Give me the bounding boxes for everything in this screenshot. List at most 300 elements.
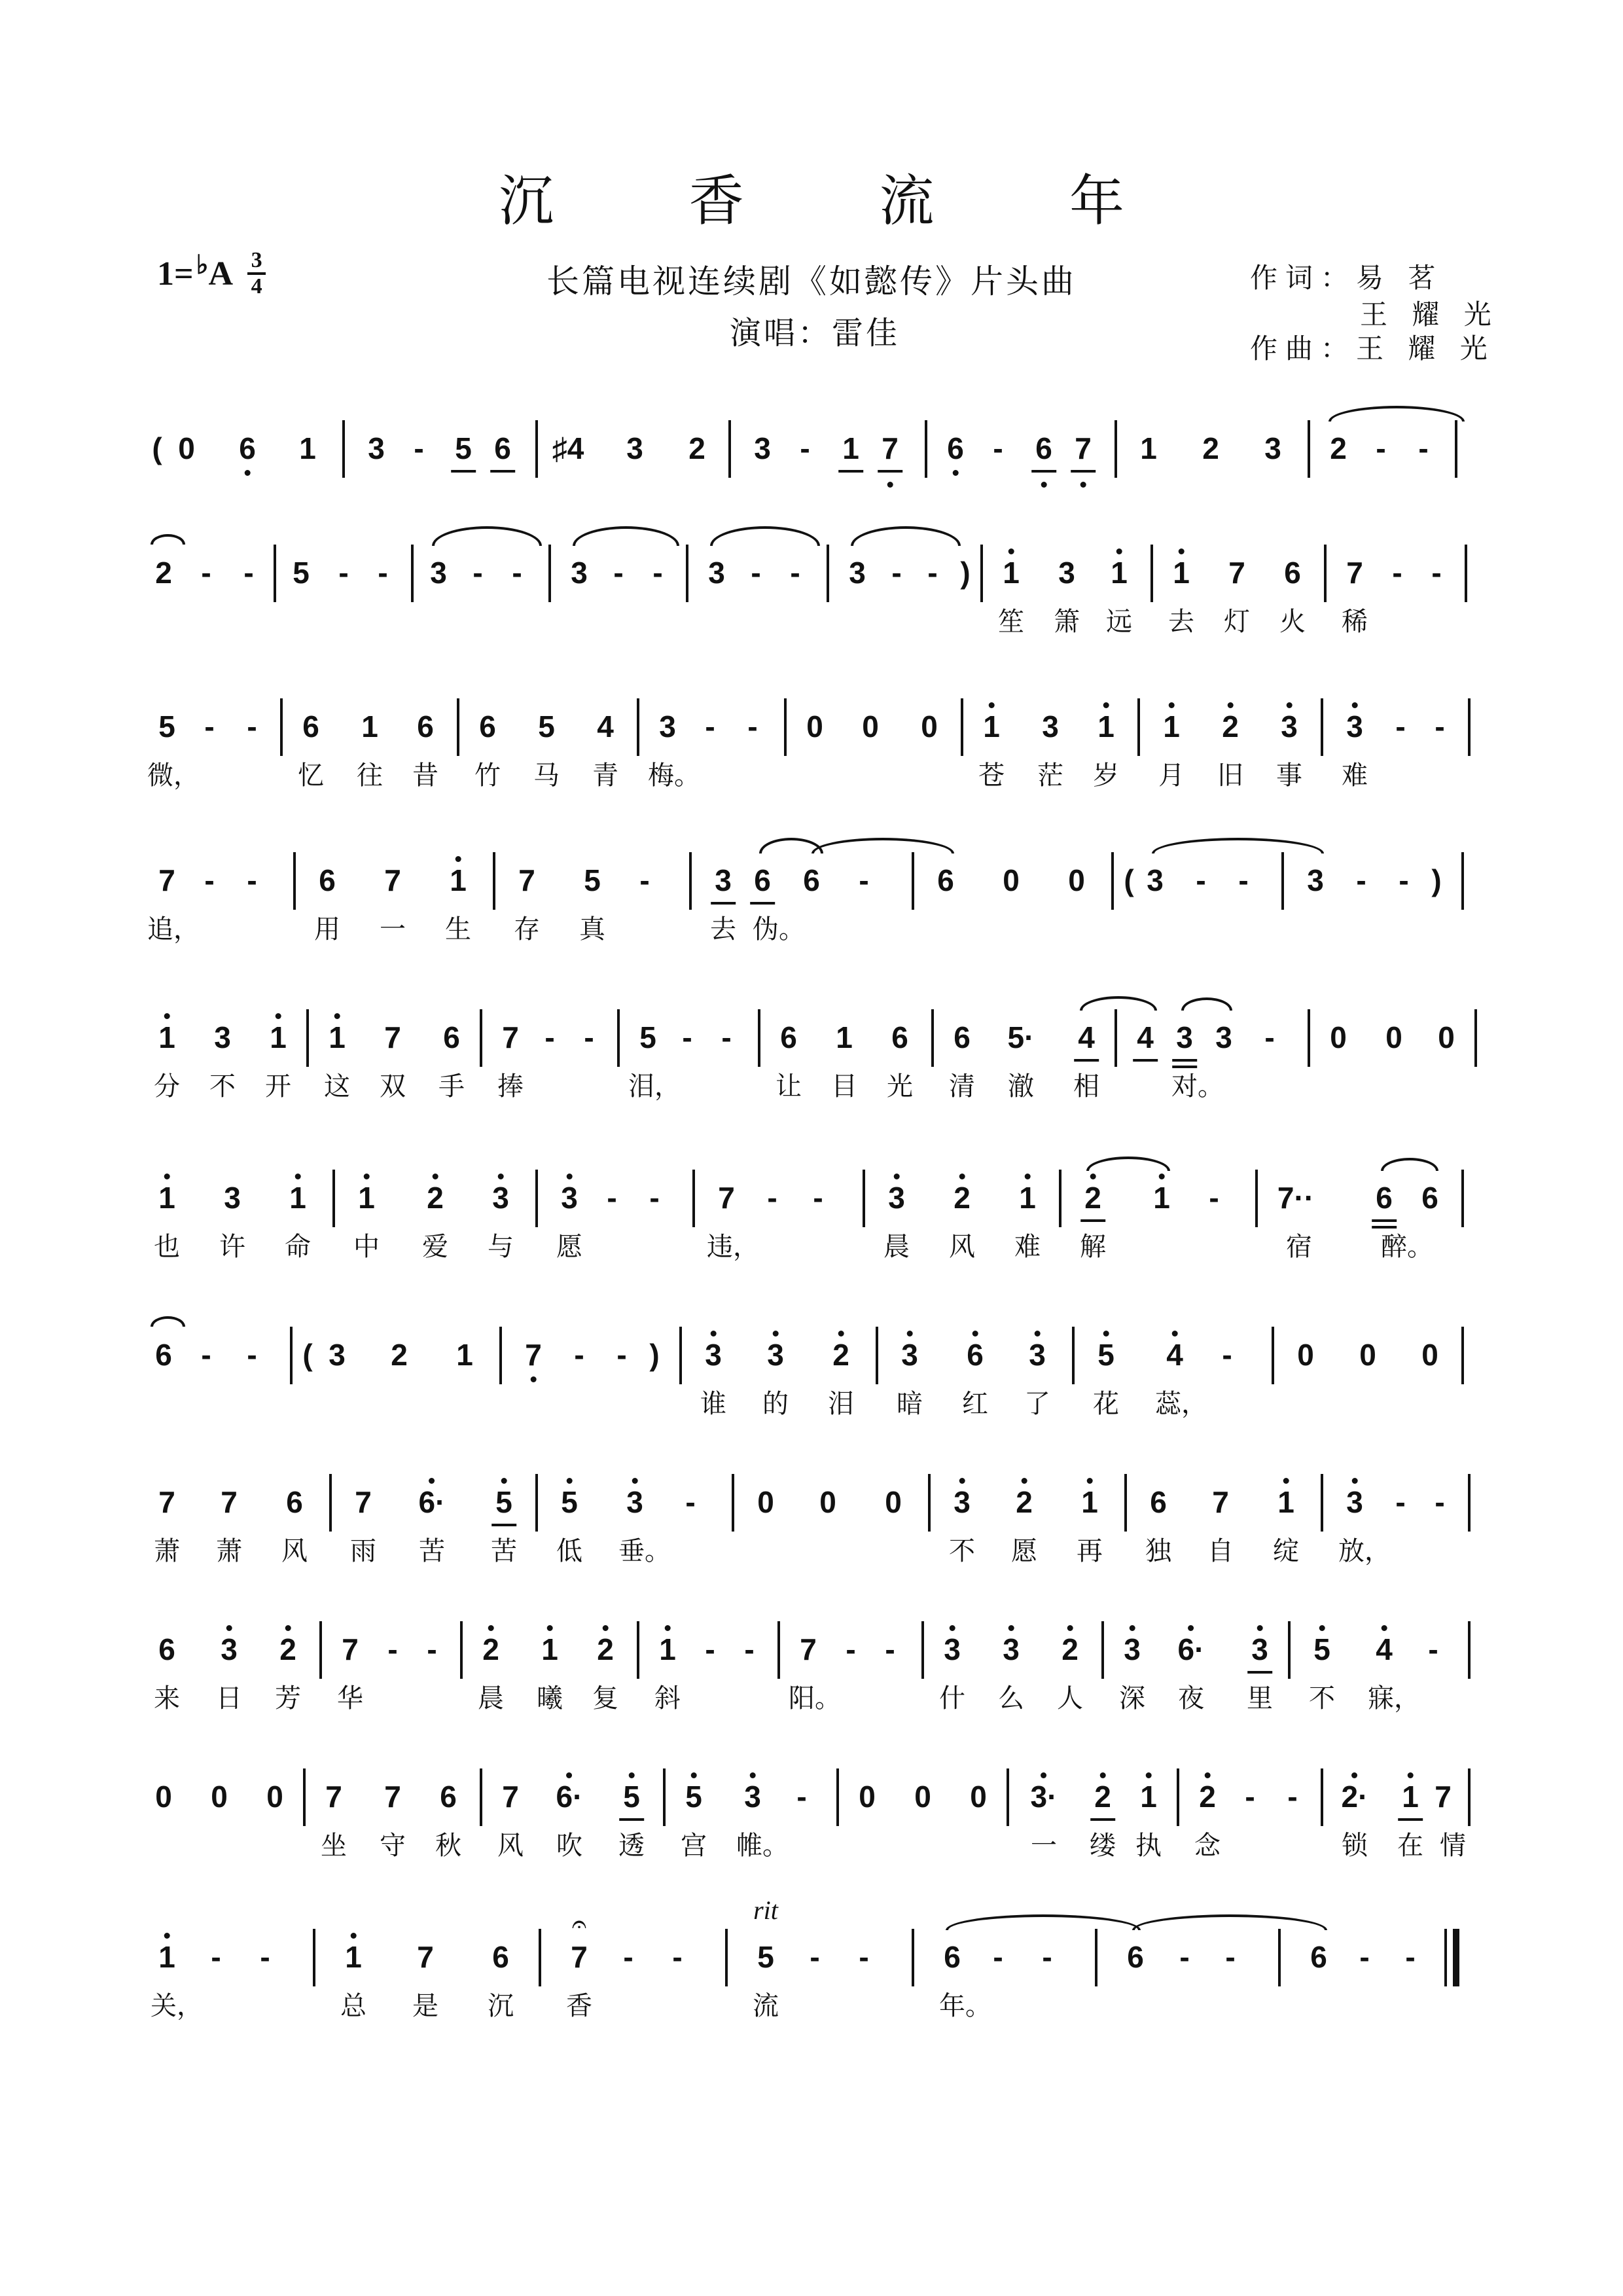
note-text: 0 xyxy=(806,709,823,744)
lyric-char: 月 xyxy=(1158,761,1185,791)
octave-down-dot xyxy=(531,1376,537,1382)
octave-up-dot xyxy=(959,1174,965,1179)
note xyxy=(659,1633,676,1666)
dash xyxy=(387,1633,397,1666)
note xyxy=(1202,432,1219,465)
barline xyxy=(1072,1327,1075,1384)
note xyxy=(1140,432,1157,465)
fermata-icon: 𝄐 xyxy=(571,1909,587,1939)
dash xyxy=(584,1021,594,1054)
barline xyxy=(329,1474,332,1532)
note-text: ♯4 xyxy=(552,431,584,465)
octave-up-dot xyxy=(364,1174,370,1179)
lyric-char: 风 xyxy=(949,1232,975,1262)
note-text: 1 xyxy=(1081,1485,1098,1519)
note-text: 0 xyxy=(914,1780,931,1814)
note-text: - xyxy=(427,1632,437,1666)
note-text: 1 xyxy=(1140,1780,1157,1814)
note-text: 5 xyxy=(293,556,310,590)
note xyxy=(967,1338,984,1371)
note xyxy=(502,1780,519,1813)
note xyxy=(849,556,866,589)
note-text: - xyxy=(1399,863,1409,897)
note xyxy=(419,1486,446,1518)
lyric-char: 了 xyxy=(1024,1389,1050,1419)
tie-slur xyxy=(1381,1158,1438,1171)
barline xyxy=(1007,1768,1009,1826)
note-text: - xyxy=(512,556,522,590)
note-text: 6 xyxy=(754,863,771,897)
lyric-char: 真 xyxy=(579,914,605,944)
note xyxy=(1097,710,1115,743)
note-text: 0 xyxy=(1068,863,1085,897)
note-text: 2 xyxy=(1202,431,1219,465)
octave-down-dot xyxy=(245,470,251,476)
note-text: 2 xyxy=(427,1181,444,1215)
octave-up-dot xyxy=(665,1625,671,1631)
note xyxy=(355,1486,372,1518)
octave-up-dot xyxy=(1100,1772,1106,1778)
note xyxy=(715,864,732,897)
note xyxy=(1031,1780,1058,1813)
tie-slur xyxy=(1080,996,1157,1011)
octave-up-dot xyxy=(1287,702,1293,708)
row-3 xyxy=(0,710,1623,841)
note-text: 2 xyxy=(597,1632,614,1666)
octave-up-dot xyxy=(276,1013,281,1019)
note xyxy=(1264,432,1281,465)
barline xyxy=(1321,1768,1323,1826)
note-text: - xyxy=(859,1940,869,1974)
note-text: 2 xyxy=(688,431,705,465)
row-8 xyxy=(0,1486,1623,1617)
octave-up-dot xyxy=(972,1331,978,1336)
lyric-char: 让 xyxy=(776,1071,802,1102)
note xyxy=(1137,1021,1154,1054)
lyric-char: 愿 xyxy=(556,1232,582,1262)
barline xyxy=(280,698,283,756)
barline xyxy=(411,545,414,602)
note xyxy=(1199,1780,1216,1813)
note-text: 1 xyxy=(1140,431,1157,465)
barline xyxy=(925,420,927,478)
note-text: 7 xyxy=(342,1632,359,1666)
lyric-char: 难 xyxy=(1342,761,1368,791)
note xyxy=(859,1780,876,1813)
note xyxy=(384,1021,401,1054)
dash xyxy=(1359,1941,1369,1973)
note xyxy=(1003,864,1020,897)
lyric-char: 执 xyxy=(1135,1831,1162,1861)
note xyxy=(1297,1338,1314,1371)
barline xyxy=(535,1474,538,1532)
octave-up-dot xyxy=(1008,1625,1014,1631)
note-text: 1 xyxy=(1173,556,1190,590)
note xyxy=(417,1941,434,1973)
note-text: - xyxy=(414,431,424,465)
note-text: - xyxy=(243,556,254,590)
note xyxy=(597,710,614,743)
note-text: 0 xyxy=(1297,1338,1314,1372)
barline xyxy=(1115,1009,1117,1067)
note-text: - xyxy=(574,1338,584,1372)
lyric-char: 茫 xyxy=(1037,761,1063,791)
note-text: 5 xyxy=(1313,1632,1330,1666)
note-text: 2 xyxy=(832,1338,849,1372)
lyric-char: 光 xyxy=(887,1071,913,1102)
dash xyxy=(859,864,868,897)
note-text: 6 xyxy=(954,1020,971,1054)
octave-up-dot xyxy=(1283,1478,1289,1484)
note-text: - xyxy=(813,1181,823,1215)
octave-up-dot xyxy=(1382,1625,1387,1631)
note-text: - xyxy=(652,556,663,590)
lyric-char: 手 xyxy=(438,1071,465,1102)
note-text: 7 xyxy=(384,1020,401,1054)
dash xyxy=(1399,864,1408,897)
note-text: - xyxy=(1428,1632,1438,1666)
note xyxy=(832,1338,849,1371)
note-text: 2 xyxy=(482,1632,499,1666)
octave-up-dot xyxy=(226,1625,232,1631)
final-barline-thin xyxy=(1444,1929,1447,1986)
barline xyxy=(679,1327,682,1384)
note xyxy=(1402,1780,1419,1813)
note-text: 0 xyxy=(155,1780,172,1814)
note-text: 3 xyxy=(1029,1338,1046,1372)
note xyxy=(1019,1181,1036,1214)
lyric-char: 也 xyxy=(154,1232,180,1262)
dash xyxy=(993,432,1003,465)
note xyxy=(1346,1486,1363,1518)
note-text: 7 xyxy=(502,1020,519,1054)
note xyxy=(1385,1021,1402,1054)
note-text: - xyxy=(800,431,810,465)
octave-up-dot xyxy=(164,1933,170,1939)
note-text: - xyxy=(747,709,758,744)
note-text: 7 xyxy=(882,431,899,465)
lyric-char: 梅。 xyxy=(648,761,700,791)
note-text: ( xyxy=(152,431,162,465)
note-text: 1 xyxy=(983,709,1000,744)
lyric-char: 晨 xyxy=(478,1683,504,1713)
dash xyxy=(1179,1941,1189,1973)
underline xyxy=(838,470,863,473)
lyric-char: 微， xyxy=(147,761,200,791)
note-text: 6 xyxy=(937,863,954,897)
note xyxy=(1003,1633,1020,1666)
lyric-char: 雨 xyxy=(350,1536,376,1566)
note-text: 7 xyxy=(571,1940,588,1974)
note-text: 3 xyxy=(492,1181,509,1215)
note-text: 6 xyxy=(967,1338,984,1372)
note xyxy=(623,1780,640,1813)
note-text: 6 xyxy=(1376,1181,1393,1215)
note xyxy=(1075,432,1092,465)
meter-top: 3 xyxy=(251,248,262,272)
dash xyxy=(891,556,901,589)
note xyxy=(1003,556,1020,589)
bracket xyxy=(1124,864,1133,897)
octave-up-dot xyxy=(488,1625,494,1631)
note-text: ( xyxy=(302,1338,313,1372)
note xyxy=(329,1338,346,1371)
singer-credit: 演唱：雷佳 xyxy=(730,315,901,351)
row-7 xyxy=(0,1338,1623,1469)
barline xyxy=(663,1768,666,1826)
note-text: - xyxy=(544,1020,555,1054)
octave-up-dot xyxy=(285,1625,291,1631)
note xyxy=(921,710,938,743)
barline xyxy=(725,1929,728,1986)
lyric-char: 命 xyxy=(285,1232,311,1262)
dash xyxy=(1431,556,1441,589)
note xyxy=(1097,1338,1115,1371)
note-text: 3 xyxy=(224,1181,241,1215)
dash xyxy=(1435,710,1444,743)
octave-up-dot xyxy=(1103,702,1109,708)
underline xyxy=(711,902,736,905)
note-text: - xyxy=(1435,1485,1445,1519)
note-text: - xyxy=(211,1940,221,1974)
dash xyxy=(1395,1486,1405,1518)
octave-up-dot xyxy=(1319,1625,1325,1631)
lyric-char: 坐 xyxy=(321,1831,347,1861)
lyric-char: 与 xyxy=(488,1232,514,1262)
note-text: 0 xyxy=(1003,863,1020,897)
note-text: - xyxy=(796,1780,807,1814)
lyric-char: 不 xyxy=(209,1071,236,1102)
note-text: 4 xyxy=(1166,1338,1183,1372)
underline xyxy=(1090,1818,1115,1821)
lyric-char: 旧 xyxy=(1217,761,1243,791)
note xyxy=(780,1021,797,1054)
note xyxy=(561,1181,578,1214)
note xyxy=(1277,1486,1294,1518)
note-text: 6 xyxy=(492,1940,509,1974)
octave-up-dot xyxy=(838,1331,844,1336)
note-text: 6 xyxy=(417,709,434,744)
lyric-char: 垂。 xyxy=(618,1536,671,1566)
barline xyxy=(303,1768,306,1826)
note xyxy=(1251,1633,1268,1666)
lyric-char: 双 xyxy=(380,1071,406,1102)
note xyxy=(1212,1486,1229,1518)
note-text: 6 xyxy=(1150,1485,1167,1519)
note xyxy=(384,1780,401,1813)
note-text: 3 xyxy=(767,1338,784,1372)
note-text: 3 xyxy=(1264,431,1281,465)
note xyxy=(1376,1181,1393,1214)
dash xyxy=(800,432,810,465)
note-text: 1 xyxy=(842,431,859,465)
note-text: 7 xyxy=(718,1181,735,1215)
note-text: 3 xyxy=(368,431,385,465)
note-text: 1 xyxy=(1277,1485,1294,1519)
lyric-char: 箫 xyxy=(1054,607,1080,637)
note-text: - xyxy=(1356,863,1366,897)
note xyxy=(1016,1486,1033,1518)
barline xyxy=(827,545,829,602)
barline xyxy=(1308,1009,1310,1067)
note-text: - xyxy=(387,1632,398,1666)
note xyxy=(289,1181,306,1214)
octave-up-dot xyxy=(773,1331,779,1336)
lyric-char: 暗 xyxy=(897,1389,923,1419)
note-text: 6 xyxy=(440,1780,457,1814)
lyric-char: 事 xyxy=(1276,761,1302,791)
barline xyxy=(1177,1768,1179,1826)
row-6 xyxy=(0,1181,1623,1312)
note xyxy=(1008,1021,1035,1054)
barline xyxy=(1468,1474,1471,1532)
dash xyxy=(813,1181,823,1214)
note-text: - xyxy=(1376,431,1386,465)
note xyxy=(525,1338,542,1371)
barline xyxy=(480,1768,482,1826)
lyric-char: 苍 xyxy=(978,761,1005,791)
note-text: - xyxy=(1196,863,1206,897)
note-text: ( xyxy=(1124,863,1134,897)
note-text: 3 xyxy=(1176,1020,1193,1054)
dash xyxy=(607,1181,616,1214)
lyric-char: 谁 xyxy=(700,1389,726,1419)
note xyxy=(836,1021,853,1054)
note-text: 3 xyxy=(1251,1632,1268,1666)
note xyxy=(299,432,316,465)
note-text: 3 xyxy=(214,1020,231,1054)
note xyxy=(158,864,175,897)
note-text: 1 xyxy=(541,1632,558,1666)
octave-up-dot xyxy=(1352,1772,1358,1778)
lyric-char: 生 xyxy=(445,914,471,944)
note xyxy=(456,1338,473,1371)
note xyxy=(345,1941,362,1973)
octave-up-dot xyxy=(1041,1772,1047,1778)
note-text: 2 xyxy=(1199,1780,1216,1814)
note-text: 2 xyxy=(279,1632,296,1666)
lyric-char: 远 xyxy=(1106,607,1132,637)
tie-slur xyxy=(1086,1157,1170,1171)
underline-double xyxy=(1372,1226,1397,1229)
dash xyxy=(705,710,715,743)
note-text: 1 xyxy=(158,1940,175,1974)
note-text: - xyxy=(1245,1780,1255,1814)
note xyxy=(1068,864,1085,897)
note-text: - xyxy=(927,556,938,590)
dash xyxy=(993,1941,1003,1973)
octave-up-dot xyxy=(1146,1772,1152,1778)
lyric-char: 灯 xyxy=(1224,607,1250,637)
barline xyxy=(1468,698,1471,756)
note-text: 3 xyxy=(715,863,732,897)
lyric-char: 泪， xyxy=(628,1071,681,1102)
note-text: - xyxy=(201,1338,211,1372)
note-text: 6 xyxy=(479,709,496,744)
octave-up-dot xyxy=(1188,1625,1194,1631)
underline xyxy=(1133,1059,1158,1062)
note xyxy=(800,1633,817,1666)
octave-up-dot xyxy=(629,1772,635,1778)
note xyxy=(391,1338,408,1371)
barline xyxy=(1095,1929,1097,1986)
lyric-char: 伪。 xyxy=(753,914,805,944)
note xyxy=(754,864,771,897)
dash xyxy=(721,1021,731,1054)
note xyxy=(891,1021,908,1054)
note xyxy=(495,1486,512,1518)
note-text: 3 xyxy=(1042,709,1059,744)
octave-up-dot xyxy=(894,1174,900,1179)
barline xyxy=(1115,420,1117,478)
note xyxy=(1163,710,1180,743)
note-text: 0 xyxy=(1385,1020,1402,1054)
octave-up-dot xyxy=(429,1478,435,1484)
note xyxy=(450,864,467,897)
note xyxy=(1081,1486,1098,1518)
octave-up-dot xyxy=(567,1478,573,1484)
barline xyxy=(1281,852,1284,910)
note xyxy=(947,432,964,465)
dash xyxy=(201,1338,211,1371)
note xyxy=(266,1780,283,1813)
barline xyxy=(319,1621,322,1679)
note xyxy=(983,710,1000,743)
note-text: 7 xyxy=(384,1780,401,1814)
note-text: ) xyxy=(1431,863,1442,897)
note xyxy=(479,710,496,743)
note-text: - xyxy=(338,556,349,590)
note xyxy=(1178,1633,1205,1666)
lyric-char: 独 xyxy=(1145,1536,1171,1566)
barline xyxy=(480,1009,482,1067)
note xyxy=(803,864,820,897)
note xyxy=(1058,556,1075,589)
dash xyxy=(1428,1633,1438,1666)
dash xyxy=(378,556,387,589)
note-text: 4 xyxy=(597,709,614,744)
note xyxy=(688,432,705,465)
lyric-char: 爱 xyxy=(422,1232,448,1262)
note xyxy=(944,1633,961,1666)
note xyxy=(155,556,172,589)
octave-up-dot xyxy=(1067,1625,1073,1631)
song-title: 沉 香 流 年 xyxy=(498,169,1184,233)
octave-up-dot xyxy=(1205,1772,1211,1778)
note-text: 7 xyxy=(417,1940,434,1974)
dash xyxy=(1245,1780,1255,1813)
lyric-char: 去 xyxy=(1168,607,1194,637)
lyric-char: 晨 xyxy=(883,1232,910,1262)
note xyxy=(705,1338,722,1371)
meter-bottom: 4 xyxy=(251,274,262,298)
note xyxy=(1140,1780,1157,1813)
note xyxy=(1346,556,1363,589)
note xyxy=(1313,1633,1330,1666)
note-text: 0 xyxy=(211,1780,228,1814)
barline xyxy=(876,1327,878,1384)
dash xyxy=(1225,1941,1235,1973)
lyric-char: 青 xyxy=(592,761,618,791)
lyric-char: 萧 xyxy=(216,1536,242,1566)
lyric-char: 绽 xyxy=(1273,1536,1299,1566)
octave-up-dot xyxy=(164,1174,170,1179)
note xyxy=(1277,1181,1314,1214)
dash xyxy=(744,1633,754,1666)
note-text: 7 xyxy=(1435,1780,1452,1814)
note xyxy=(302,710,319,743)
barline xyxy=(1324,545,1327,602)
